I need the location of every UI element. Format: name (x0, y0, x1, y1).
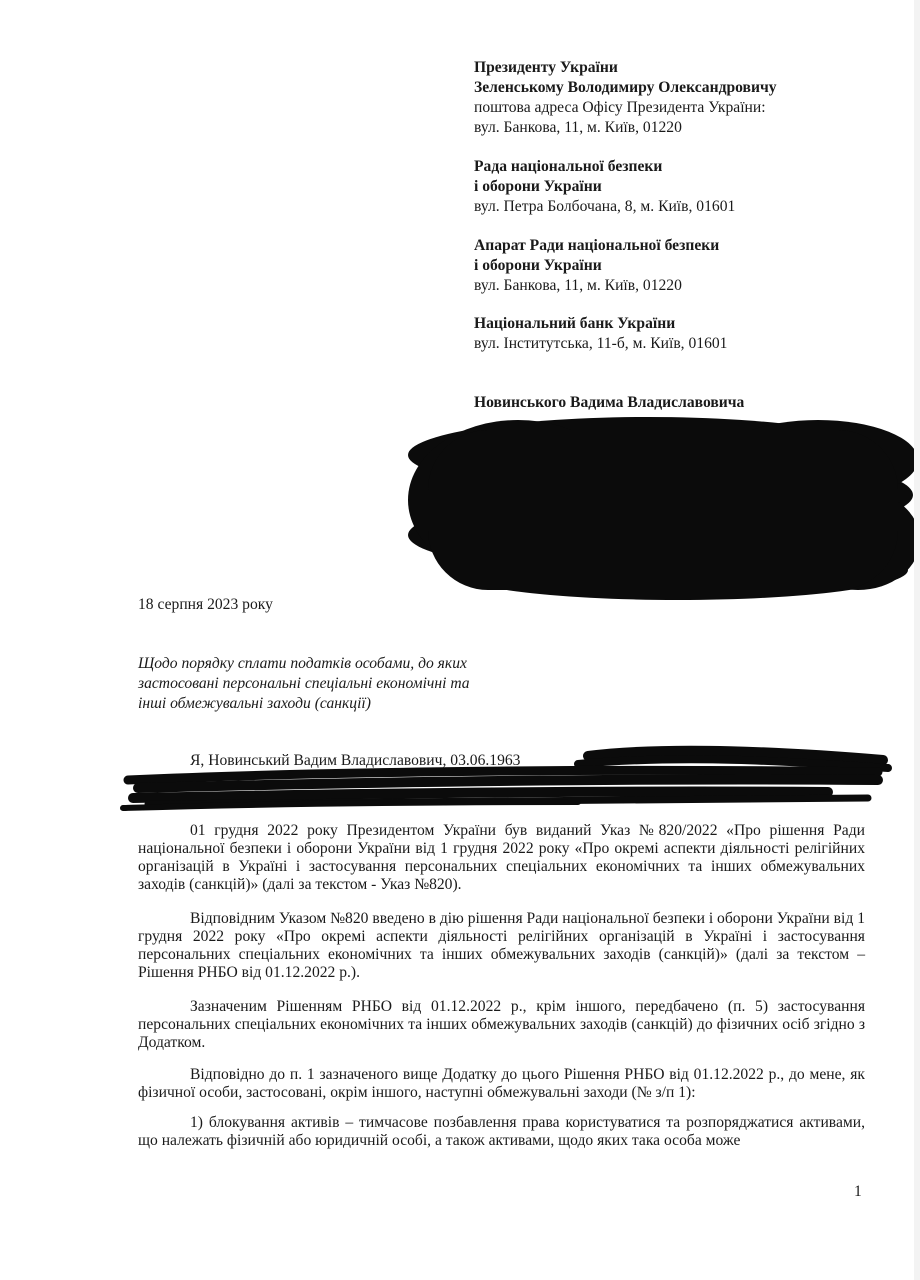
recipient-address: вул. Інститутська, 11-б, м. Київ, 01601 (474, 335, 728, 352)
paragraph-text: 1) блокування активів – тимчасове позбавлення права користуватися та розпоряджатися активами, що належать фізичній або юридичній особі, а також активами, щодо яких така особа може (138, 1114, 865, 1149)
recipient-line: Апарат Ради національної безпеки (474, 237, 720, 254)
page-edge-shadow (914, 0, 920, 1280)
page-number: 1 (854, 1183, 862, 1200)
paragraph-decree (138, 822, 865, 894)
recipient-address: вул. Банкова, 11, м. Київ, 01220 (474, 119, 682, 136)
paragraph-text: Відповідним Указом №820 введено в дію рішення Ради національної безпеки і оборони України від 1 грудня 2022 року «Про окремі аспекти діяльності релігійних організацій в Україні і застосування персональних спеціальних економічних та інших обмежувальних заходів (санкцій)» (далі за текстом – Рішення РНБО від 01.12.2022 р.). (138, 910, 865, 981)
recipient-line: Зеленському Володимиру Олександровичу (474, 79, 777, 96)
paragraph-text: Зазначеним Рішенням РНБО від 01.12.2022 р., крім іншого, передбачено (п. 5) застосування персональних спеціальних економічних та інших обмежувальних заходів (санкцій) до фізичних осіб згідно з Додатком. (138, 998, 865, 1051)
recipient-nsdc-staff (474, 236, 894, 296)
recipient-line: Президенту України (474, 59, 618, 76)
recipient-address: вул. Банкова, 11, м. Київ, 01220 (474, 277, 682, 294)
recipient-line: і оборони України (474, 257, 602, 274)
subject-line: інші обмежувальні заходи (санкції) (138, 695, 371, 712)
recipient-address: вул. Петра Болбочана, 8, м. Київ, 01601 (474, 198, 736, 215)
paragraph-text: 01 грудня 2022 року Президентом України був виданий Указ №820/2022 «Про рішення Ради національної безпеки і оборони України від 1 грудня 2022 року «Про окремі аспекти діяльності релігійних організацій в Україні і застосування персональних спеціальних економічних та інших обмежувальних заходів (санкцій)» (далі за текстом - Указ №820). (138, 822, 865, 893)
sender-block (474, 393, 894, 413)
paragraph-text: Відповідно до п. 1 зазначеного вище Додатку до цього Рішення РНБО від 01.12.2022 р., до мене, як фізичної особи, застосовані, окрім іншого, наступні обмежувальні заходи (№ з/п 1): (138, 1066, 865, 1101)
paragraph-sanctions-scope (138, 998, 865, 1052)
paragraph-text: Я, Новинський Вадим Владиславович, 03.06.1963 (190, 752, 521, 769)
letter-date: 18 серпня 2023 року (138, 596, 273, 613)
paragraph-intro (138, 752, 865, 770)
recipient-national-bank (474, 314, 894, 354)
recipient-line: і оборони України (474, 178, 602, 195)
recipient-president (474, 58, 894, 138)
subject-line: застосовані персональні спеціальні економічні та (138, 675, 470, 692)
letter-subject (138, 654, 538, 714)
sender-name: Новинського Вадима Владиславовича (474, 394, 745, 411)
sender-details-redaction (398, 400, 920, 610)
paragraph-nsdc-decision (138, 910, 865, 982)
paragraph-asset-blocking (138, 1114, 865, 1150)
recipient-line: Рада національної безпеки (474, 158, 663, 175)
recipient-nsdc (474, 157, 894, 217)
subject-line: Щодо порядку сплати податків особами, до яких (138, 655, 467, 672)
paragraph-annex (138, 1066, 865, 1102)
recipient-address: поштова адреса Офісу Президента України: (474, 99, 766, 116)
recipient-line: Національний банк України (474, 315, 676, 332)
